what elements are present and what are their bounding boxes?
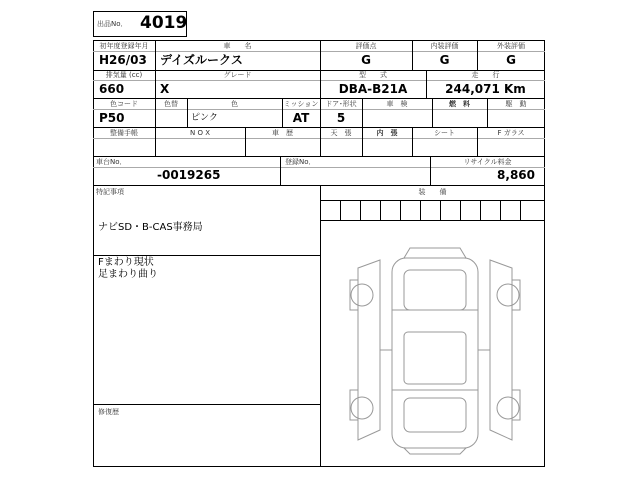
equipment-grid-bottom	[320, 220, 545, 221]
equipment-grid-cell	[420, 200, 421, 220]
color-code-label: 色コード	[110, 100, 138, 108]
special-note-line1: ナビSD・B-CAS事務局	[98, 222, 203, 233]
equipment-grid-cell	[400, 200, 401, 220]
car-name-label: 車 名	[223, 42, 252, 50]
model-label: 型 式	[359, 71, 387, 79]
equipment-grid-cell	[340, 200, 341, 220]
displacement-value: 660	[99, 82, 125, 96]
reg-label: 登録No．	[285, 158, 316, 166]
equipment-grid-cell	[440, 200, 441, 220]
door-label: ドア･形状	[325, 100, 357, 108]
rule-row5-bottom	[93, 185, 545, 186]
model-value: DBA-B21A	[338, 82, 408, 96]
special-note-line3: 足まわり曲り	[98, 269, 158, 280]
interior-trim-label: 内 張	[376, 129, 398, 137]
mileage-value: 244,071 Km	[445, 82, 526, 96]
special-notes-label: 特記事項	[96, 188, 124, 196]
special-note-line2: Fまわり現状	[98, 257, 154, 268]
mileage-label: 走 行	[471, 71, 500, 79]
displacement-label: 排気量 (cc)	[105, 71, 143, 79]
equipment-label: 装 備	[418, 188, 447, 196]
equipment-grid-cell	[480, 200, 481, 220]
equipment-grid-cell	[520, 200, 521, 220]
history-label: 車 歴	[272, 129, 293, 137]
color-change-label: 色替	[164, 100, 178, 108]
recycle-value: 8,860	[497, 168, 535, 182]
drive-label: 駆 動	[505, 100, 527, 108]
car-name-value: デイズルークス	[160, 53, 243, 67]
exterior-rating-value: G	[506, 53, 516, 67]
rating-value: G	[361, 53, 371, 67]
rating-label: 評価点	[355, 42, 377, 50]
door-value: 5	[336, 111, 346, 125]
grade-label: グレード	[223, 71, 252, 79]
first-reg-value: H26/03	[99, 53, 147, 67]
vline-notes-equipment	[320, 185, 321, 467]
equipment-grid-cell	[460, 200, 461, 220]
first-reg-label: 初年度登録年月	[99, 42, 149, 50]
sunroof-label: 天 張	[330, 129, 352, 137]
grade-value: X	[160, 82, 170, 96]
chassis-label: 車台No．	[96, 158, 127, 166]
vline	[280, 156, 281, 185]
equipment-grid-cell	[500, 200, 501, 220]
lot-number: 4019	[140, 13, 188, 33]
rule-equipment-label	[320, 200, 545, 201]
seat-label: シート	[434, 129, 455, 137]
repair-history-label: 修復歴	[98, 408, 119, 416]
nox-label: N O X	[190, 129, 210, 137]
interior-rating-label: 内装評価	[430, 42, 459, 50]
equipment-grid-cell	[360, 200, 361, 220]
mission-label: ミッション	[283, 100, 319, 108]
mission-value: AT	[292, 111, 310, 125]
rule-repair-split	[93, 404, 320, 405]
manual-label: 整備手帳	[110, 129, 138, 137]
rule-notes-split	[93, 255, 320, 256]
lot-label: 出品No．	[97, 20, 128, 28]
fuel-label: 燃 料	[449, 100, 470, 108]
chassis-value: -0019265	[157, 168, 221, 182]
equipment-grid-cell	[380, 200, 381, 220]
interior-rating-value: G	[439, 53, 450, 67]
recycle-label: リサイクル料金	[463, 158, 512, 166]
color-value: ピンク	[191, 113, 218, 123]
lot-number-box	[93, 11, 187, 37]
color-code-value: P50	[99, 111, 125, 125]
exterior-rating-label: 外装評価	[497, 42, 525, 50]
glass-label: F ガラス	[497, 129, 525, 137]
car-body-diagram	[340, 240, 530, 462]
inspection-label: 車 検	[386, 100, 408, 108]
color-label: 色	[231, 100, 238, 108]
